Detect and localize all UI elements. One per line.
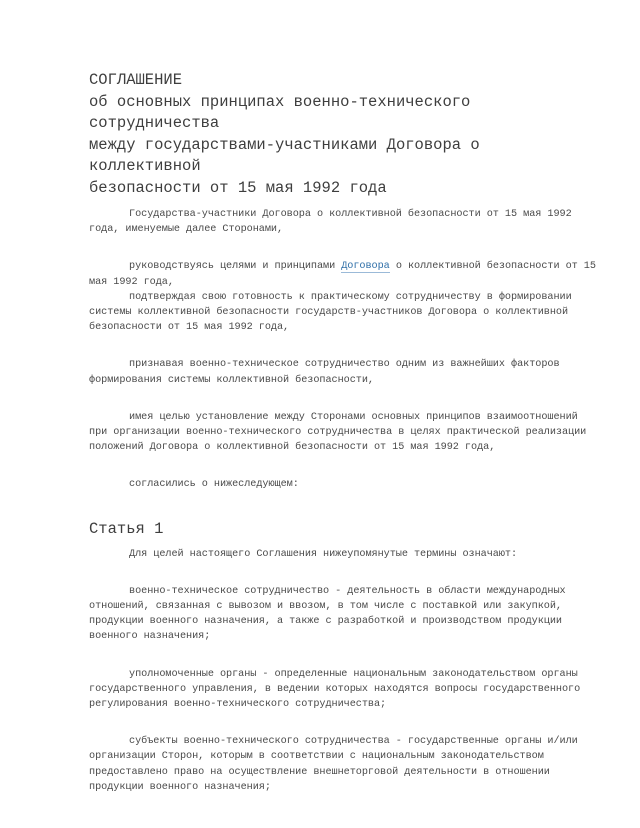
preamble-text: о коллективной безопасности от 15 мая 1992 года, <box>89 261 596 288</box>
title-line: безопасности от 15 мая 1992 года <box>89 178 387 197</box>
title-line: об основных принципах военно-технического <box>89 92 471 111</box>
title-line: сотрудничества <box>89 114 220 132</box>
article-paragraph: субъекты военно-технического сотрудничества - государственные органы и/или организации Сторон, которым в соответствии с национальным законодательством предоставлено право на осуществление внешнеторговой деятельности в отношении продукции военного назначения; <box>89 736 578 793</box>
preamble-paragraph: согласились о нижеследующем: <box>129 479 299 491</box>
preamble-paragraph: имея целью установление между Сторонами основных принципов взаимоотношений при организации военно-технического сотрудничества в целях практической реализации положений Договора о коллективной безопасности от 15 мая 1992 года, <box>89 411 587 454</box>
article-paragraph: Для целей настоящего Соглашения нижеупомянутые термины означают: <box>129 548 518 560</box>
preamble-paragraph: Государства-участники Договора о коллективной безопасности от 15 мая 1992 года, именуемые далее Сторонами, <box>89 209 572 236</box>
document-page <box>89 70 599 795</box>
document-title <box>89 70 599 199</box>
preamble-paragraph: подтверждая свою готовность к практическому сотрудничеству в формировании системы коллективной безопасности государств-участников Договора о коллективной безопасности от 15 мая 1992 года, <box>89 291 572 334</box>
article-paragraph: военно-техническое сотрудничество - деятельность в области международных отношений, связанная с вывозом и ввозом, в том числе с поставкой или закупкой, продукции военного назначения, а также с разработкой и производством продукции военного назначения; <box>89 585 566 643</box>
title-line: СОГЛАШЕНИЕ <box>89 71 183 89</box>
preamble-paragraph: признавая военно-техническое сотрудничество одним из важнейших факторов формирования системы коллективной безопасности, <box>89 359 560 386</box>
article-paragraph: уполномоченные органы - определенные национальным законодательством органы государственного управления, в ведении которых находятся вопросы государственного регулирования военно-технического сотрудничества; <box>89 668 581 711</box>
preamble-paragraph-with-link <box>89 259 599 289</box>
preamble-text: руководствуясь целями и принципами <box>129 261 342 273</box>
article-heading: Статья 1 <box>89 519 164 538</box>
title-line: между государствами-участниками Договора о <box>89 135 480 154</box>
title-line: коллективной <box>89 157 201 175</box>
treaty-link[interactable]: Договора <box>341 261 390 273</box>
